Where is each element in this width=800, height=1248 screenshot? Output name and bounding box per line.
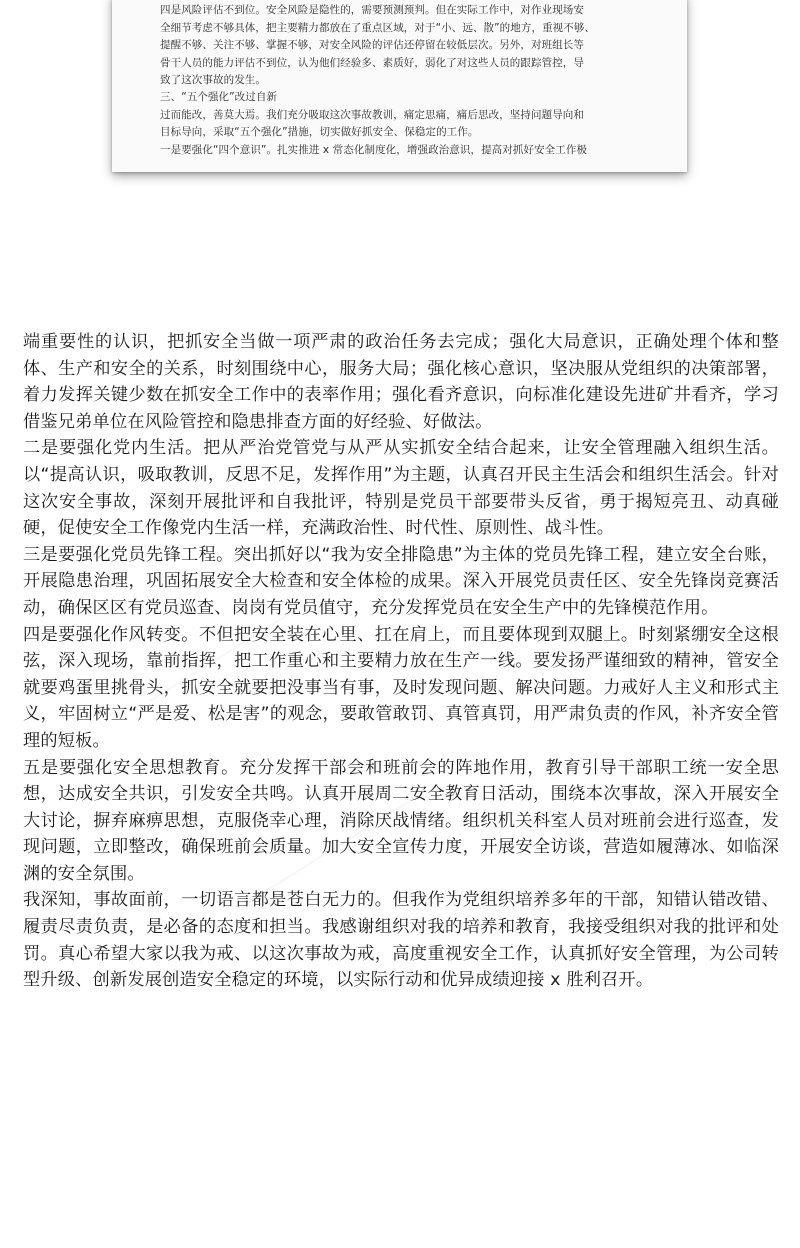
preview-line: 骨干人员的能力评估不到位，认为他们经验多、素质好，弱化了对这些人员的跟踪管控，导 [160, 56, 584, 69]
body-paragraph: 二是要强化党内生活。把从严治党管党与从严从实抓安全结合起来，让安全管理融入组织生活。以“提高认识，吸取教训，反思不足，发挥作用”为主题，认真召开民主生活会和组织生活会。针对这次安全事故，深刻开展批评和自我批评，特别是党员干部要带头反省，勇于揭短亮丑、动真碰硬，促使安全工作像党内生活一样，充满政治性、时代性、原则性、战斗性。 [23, 438, 779, 539]
preview-text-block [160, 0, 660, 159]
preview-line: 全细节考虑不够具体，把主要精力都放在了重点区域，对于“小、远、散”的地方，重视不够、 [160, 21, 596, 34]
body-paragraph: 三是要强化党员先锋工程。突出抓好以“我为安全排隐患”为主体的党员先锋工程，建立安全台账，开展隐患治理，巩固拓展安全大检查和安全体检的成果。深入开展党员责任区、安全先锋岗竞赛活动，确保区区有党员巡查、岗岗有党员值守，充分发挥党员在安全生产中的先锋模范作用。 [23, 544, 779, 618]
body-paragraph: 我深知，事故面前，一切语言都是苍白无力的。但我作为党组织培养多年的干部，知错认错改错、履责尽责负责，是必备的态度和担当。我感谢组织对我的培养和教育，我接受组织对我的批评和处罚。真心希望大家以我为戒、以这次事故为戒，高度重视安全工作，认真抓好安全管理，为公司转型升级、创新发展创造安全稳定的环境，以实际行动和优异成绩迎接 x 胜利召开。 [23, 890, 779, 991]
body-paragraph: 五是要强化安全思想教育。充分发挥干部会和班前会的阵地作用，教育引导干部职工统一安全思想，达成安全共识，引发安全共鸣。认真开展周二安全教育日活动，围绕本次事故，深入开展安全大讨论，摒弃麻痹思想，克服侥幸心理，消除厌战情绪。组织机关科室人员对班前会进行巡查，发现问题，立即整改，确保班前会质量。加大安全宣传力度，开展安全访谈，营造如履薄冰、如临深渊的安全氛围。 [23, 757, 779, 884]
document-page-preview [112, 0, 687, 172]
document-body [23, 329, 779, 994]
preview-line: 过而能改，善莫大焉。我们充分吸取这次事故教训，痛定思痛，痛后思改，坚持问题导向和 [160, 108, 584, 121]
preview-line: 致了这次事故的发生。 [160, 74, 266, 87]
preview-line: 目标导向，采取“五个强化”措施，切实做好抓安全、保稳定的工作。 [160, 126, 479, 139]
preview-section-heading: 三、“五个强化”改过自新 [160, 91, 278, 104]
preview-line: 四是风险评估不到位。安全风险是隐性的，需要预测预判。但在实际工作中，对作业现场安 [160, 4, 584, 17]
body-paragraph: 四是要强化作风转变。不但把安全装在心里、扛在肩上，而且要体现到双腿上。时刻紧绷安全这根弦，深入现场，靠前指挥，把工作重心和主要精力放在生产一线。要发扬严谨细致的精神，管安全就要鸡蛋里挑骨头，抓安全就要把没事当有事，及时发现问题、解决问题。力戒好人主义和形式主义，牢固树立“严是爱、松是害”的观念，要敢管敢罚、真管真罚，用严肃负责的作风，补齐安全管理的短板。 [23, 624, 779, 751]
preview-line: 一是要强化“四个意识”。扎实推进 x 常态化制度化，增强政治意识，提高对抓好安全工作极 [160, 143, 588, 156]
body-paragraph: 端重要性的认识，把抓安全当做一项严肃的政治任务去完成；强化大局意识，正确处理个体和整体、生产和安全的关系，时刻围绕中心，服务大局；强化核心意识，坚决服从党组织的决策部署，着力发挥关键少数在抓安全工作中的表率作用；强化看齐意识，向标准化建设先进矿井看齐，学习借鉴兄弟单位在风险管控和隐患排查方面的好经验、好做法。 [23, 332, 779, 432]
preview-line: 提醒不够、关注不够、掌握不够，对安全风险的评估还停留在较低层次。另外，对班组长等 [160, 39, 584, 52]
